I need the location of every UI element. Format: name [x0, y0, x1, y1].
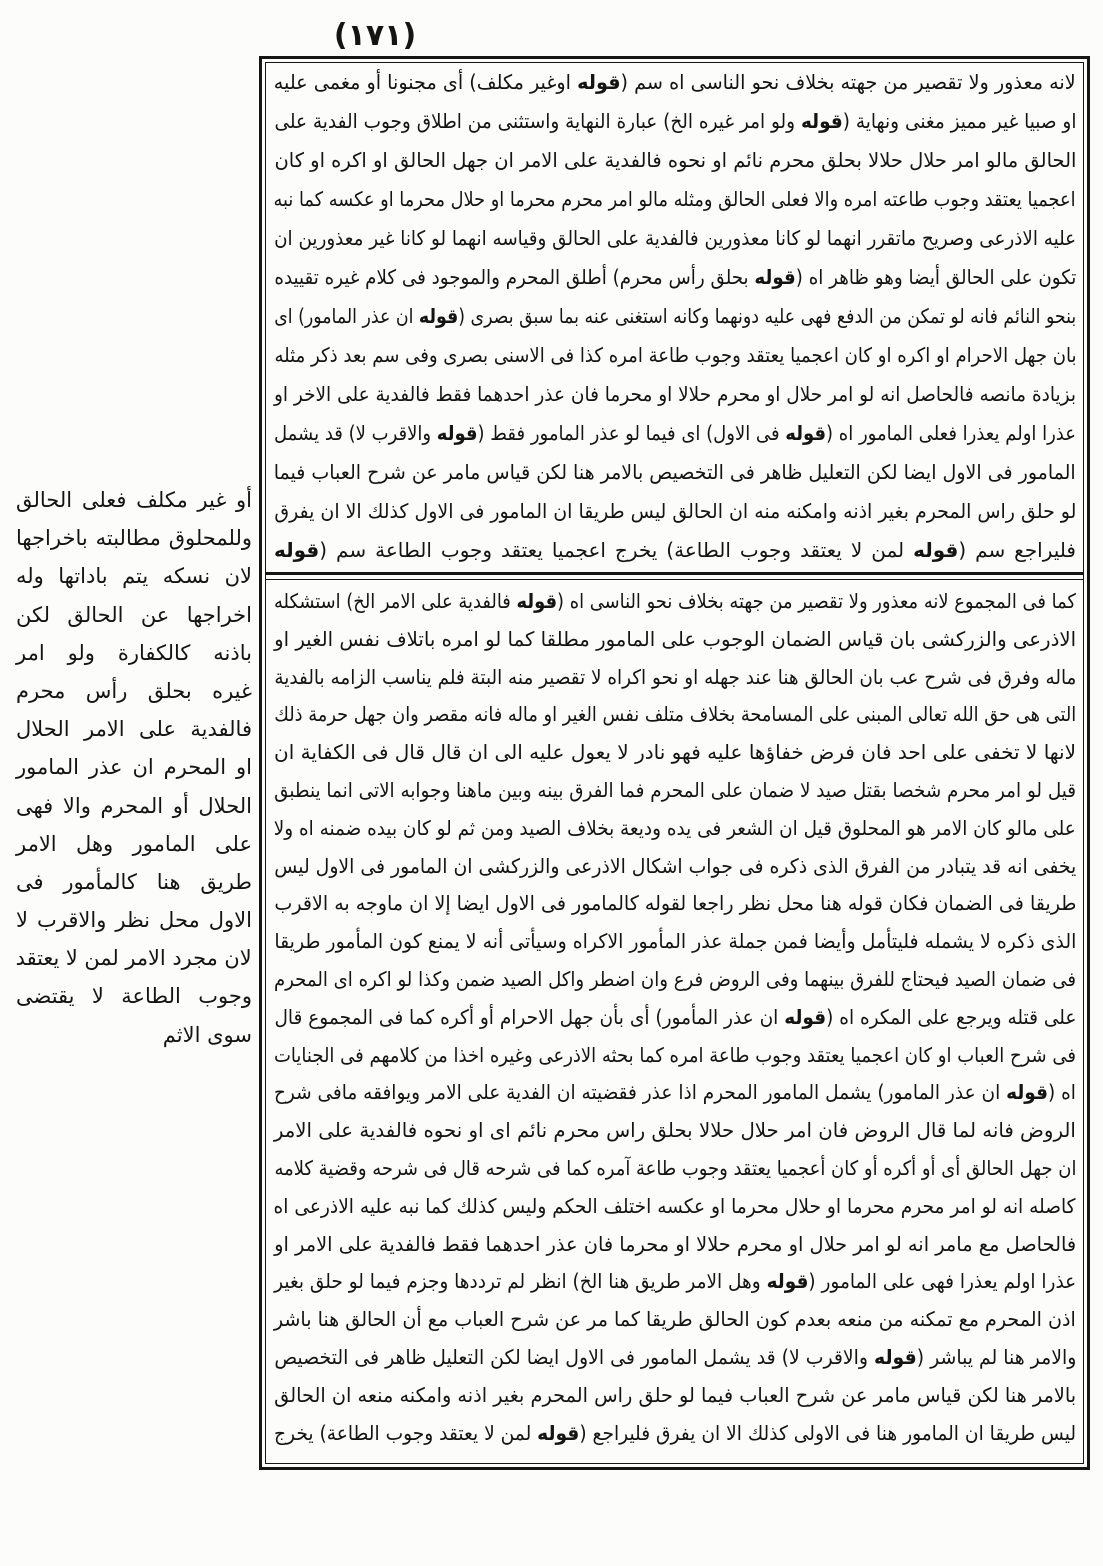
- margin-note-line: طريق هنا كالمأمور فى: [16, 869, 252, 894]
- margin-note-line: الحلال أو المحرم والا فهى: [16, 793, 252, 818]
- commentary-bottom-line: فى ضمان الصيد فيحتاج للفرق بينهما وفى الروض فرع وان اضطر واكل الصيد ضمن وكذا لو اكره اى المحرم: [274, 966, 1076, 991]
- commentary-bottom-line: فالحاصل مع مامر انه لو امر حلال او محرم حلالا او محرما فان عذر احدهما فقط فالفدية على الامر او: [274, 1231, 1076, 1256]
- page-number: (١٧١): [333, 18, 417, 53]
- commentary-bottom-line: اذن المحرم مع تمكنه من منعه بعدم كون الحالق طريقا كما مر عن شرح العباب مع أن الحالق هنا باشر: [274, 1307, 1076, 1332]
- commentary-bottom-line: على قتله ويرجع على المكره اه (قوله ان عذر المأمور) أى بأن جهل الاحرام أو أكره كما فى المجموع قال: [274, 1004, 1076, 1029]
- commentary-bottom-line: لانها لا تخفى على احد فان فرض خفاؤها عليه فهو نادر لا يعول عليه الى ان قال قال فى الكفاية ان: [274, 740, 1076, 765]
- commentary-bottom-line: التى هى حق الله تعالى المبنى على المسامحة بخلاف متلف نفس الغير او ماله فانه مقصر وان جهل حرمة ذلك: [274, 702, 1076, 727]
- commentary-bottom-line: ماله وفرق فى شرح عب بان الحالق هنا عند جهله او نحو اكراه لا تقصير منه البتة فلم يناسب الزامه بالفدية: [274, 664, 1076, 689]
- commentary-top-line: عليه الاذرعى وصريح ماتقرر انهما لو كانا معذورين فالفدية على الحالق وقياسه انهما لو كانا غير معذورين ان: [274, 226, 1076, 250]
- commentary-top-line: عذرا اولم يعذرا فعلى المامور اه (قوله فى الاول) اى فيما لو عذر المامور فقط (قوله والاقرب لا) قد يشمل: [274, 421, 1076, 445]
- margin-note-line: الاول محل نظر والاقرب لا: [16, 908, 252, 933]
- margin-note-line: أو غير مكلف فعلى الحالق: [16, 488, 252, 512]
- commentary-bottom-line: على مالو كان الامر هو المحلوق قيل ان الشعر فى يده وديعة بخلاف الصيد ومن ثم لو كان بيده ضمنه اه ولا: [274, 815, 1076, 840]
- commentary-bottom-line: الروض فانه لما قال الروض فان امر حلال حلالا بحلق راس محرم نائم اى او نحوه فالفدية على الامر: [274, 1118, 1076, 1143]
- commentary-top-line: بزيادة مانصه فالحاصل انه لو امر حلال او محرم حلالا او محرما فان عذر احدهما فقط فالفدية على الاخر او: [274, 382, 1076, 406]
- commentary-top-block: [274, 63, 1076, 570]
- commentary-bottom-line: ان جهل الحالق أى أو أكره أو كان أعجميا يعتقد وجوب طاعة آمره كما فى شرحه قال فى شرحه وقضية كلامه: [274, 1155, 1076, 1180]
- commentary-bottom-line: يخفى انه قد يتبادر من الفرق الذى ذكره فى جواب اشكال الاذرعى والزركشى ان المامور فى الاول ليس: [274, 853, 1076, 878]
- commentary-bottom-line: بالامر هنا لكن قياس مامر عن شرح العباب فيما لو حلق راس المحرم بغير اذنه وامكنه منعه ان الحالق: [274, 1382, 1076, 1407]
- commentary-bottom-line: كما فى المجموع لانه معذور ولا تقصير من جهته بخلاف نحو الناسى اه (قوله فالفدية على الامر الخ) استشكله: [274, 589, 1076, 613]
- commentary-top-line: فليراجع سم (قوله لمن لا يعتقد وجوب الطاعة) يخرج اعجميا يعتقد وجوب الطاعة سم (قوله: [274, 538, 1076, 562]
- commentary-top-line: تكون على الحالق أيضا وهو ظاهر اه (قوله بحلق رأس محرم) أطلق المحرم والموجود فى كلام غيره تقييده: [274, 265, 1076, 289]
- commentary-bottom-line: قيل لو امر محرم شخصا بقتل صيد لا ضمان على المحرم فما الفرق بينه وبين ماهنا وجوابه الاتى انما ينطبق: [274, 777, 1076, 802]
- margin-note-line: سوى الاثم: [162, 1022, 252, 1047]
- section-divider: [265, 572, 1084, 580]
- margin-note-line: لان نسكه يتم باداتها وله: [16, 564, 252, 589]
- commentary-bottom-line: الاذرعى والزركشى بان قياس الضمان الوجوب على المامور مطلقا كما لو امره باتلاف نفس الغير او: [274, 626, 1076, 651]
- margin-note-line: اخراجها عن الحالق لكن: [16, 602, 252, 627]
- commentary-top-line: بان جهل الاحرام او اكره او كان اعجميا يعتقد وجوب طاعة امره كذا فى الاسنى بصرى وفى سم بعد ذكر مثله: [274, 343, 1076, 367]
- commentary-top-line: لو حلق راس المحرم بغير اذنه وامكنه منه ان الحالق ليس طريقا ان المامور فى الاول كذلك الا ان يفرق: [274, 499, 1076, 523]
- commentary-top-line: اعجميا يعتقد وجوب طاعته امره والا فعلى الحالق ومثله مالو امر محرم محرما او حلال محرما او عكسه كما نبه: [274, 187, 1076, 211]
- commentary-bottom-line: كاصله انه لو امر محرم محرما او حلال محرما او عكسه اختلف الحكم وليس كذلك كما نبه عليه الاذرعى اه: [274, 1193, 1076, 1218]
- margin-note-line: باذنه كالكفارة ولو امر: [16, 640, 252, 665]
- commentary-top-line: المامور فى الاول ايضا لكن التعليل ظاهر فى التخصيص بالامر هنا لكن قياس مامر عن شرح العباب فيما: [274, 460, 1076, 484]
- commentary-bottom-line: الذى ذكره لا يشمله فليتأمل وأيضا فمن جملة عذر المأمور الاكراه وسيأتى أنه لا يمنع كون المأمور طريقا: [274, 929, 1076, 954]
- commentary-bottom-line: طريقا فى الضمان فكان قوله هنا محل نظر راجعا لقوله كالمامور فى الاول ايضا إلا ان ماوجه به الاقرب: [274, 891, 1076, 916]
- margin-note-line: غيره بحلق رأس محرم: [16, 678, 252, 703]
- commentary-top-line: الحالق مالو امر حلال حلالا بحلق محرم نائم او نحوه فالفدية على الامر ان جهل الحالق او اكره او كان: [274, 148, 1076, 172]
- margin-note-line: وجوب الطاعة لا يقتضى: [16, 984, 252, 1009]
- margin-note-line: على المامور وهل الامر: [16, 831, 252, 856]
- commentary-bottom-line: اه (قوله ان عذر المامور) يشمل المامور المحرم اذا عذر فقضيته ان الفدية على الامر ويوافقه مافى شرح: [274, 1080, 1076, 1105]
- commentary-bottom-line: عذرا اولم يعذرا فهى على المامور (قوله وهل الامر طريق هنا الخ) انظر لم ترددها وجزم فيما لو حلق بغير: [274, 1269, 1076, 1294]
- margin-note-line: فالفدية على الامر الحلال: [16, 717, 252, 742]
- margin-note-line: لان مجرد الامر لمن لا يعتقد: [16, 946, 252, 971]
- margin-note-block: [16, 481, 252, 1054]
- commentary-top-line: بنحو النائم فانه لو تمكن من الدفع فهى عليه دونهما وكانه استغنى عنه بما سبق بصرى (قوله ان عذر المامور) اى: [274, 304, 1076, 328]
- margin-note-line: وللمحلوق مطالبته باخراجها: [16, 526, 252, 551]
- commentary-bottom-block: [274, 583, 1076, 1452]
- commentary-bottom-line: والامر هنا لم يباشر (قوله والاقرب لا) قد يشمل المامور فى الاول ايضا لكن التعليل ظاهر فى التخصيص: [274, 1344, 1076, 1369]
- commentary-top-line: او صبيا غير مميز مغنى ونهاية (قوله ولو امر غيره الخ) عبارة النهاية واستثنى من اطلاق وجوب الفدية على: [274, 109, 1076, 133]
- commentary-top-line: لانه معذور ولا تقصير من جهته بخلاف نحو الناسى اه سم (قوله اوغير مكلف) أى مجنونا أو مغمى عليه: [274, 70, 1076, 94]
- commentary-bottom-line: ليس طريقا ان المامور هنا فى الاولى كذلك الا ان يفرق فليراجع (قوله لمن لا يعتقد وجوب الطاعة) يخرج: [274, 1420, 1076, 1445]
- margin-note-line: او المحرم ان عذر المامور: [16, 755, 252, 780]
- commentary-bottom-line: فى شرح العباب او كان اعجميا يعتقد وجوب طاعة امره كما بحثه الاذرعى وغيره اخذا من كلامهم فى الجنايات: [274, 1042, 1076, 1067]
